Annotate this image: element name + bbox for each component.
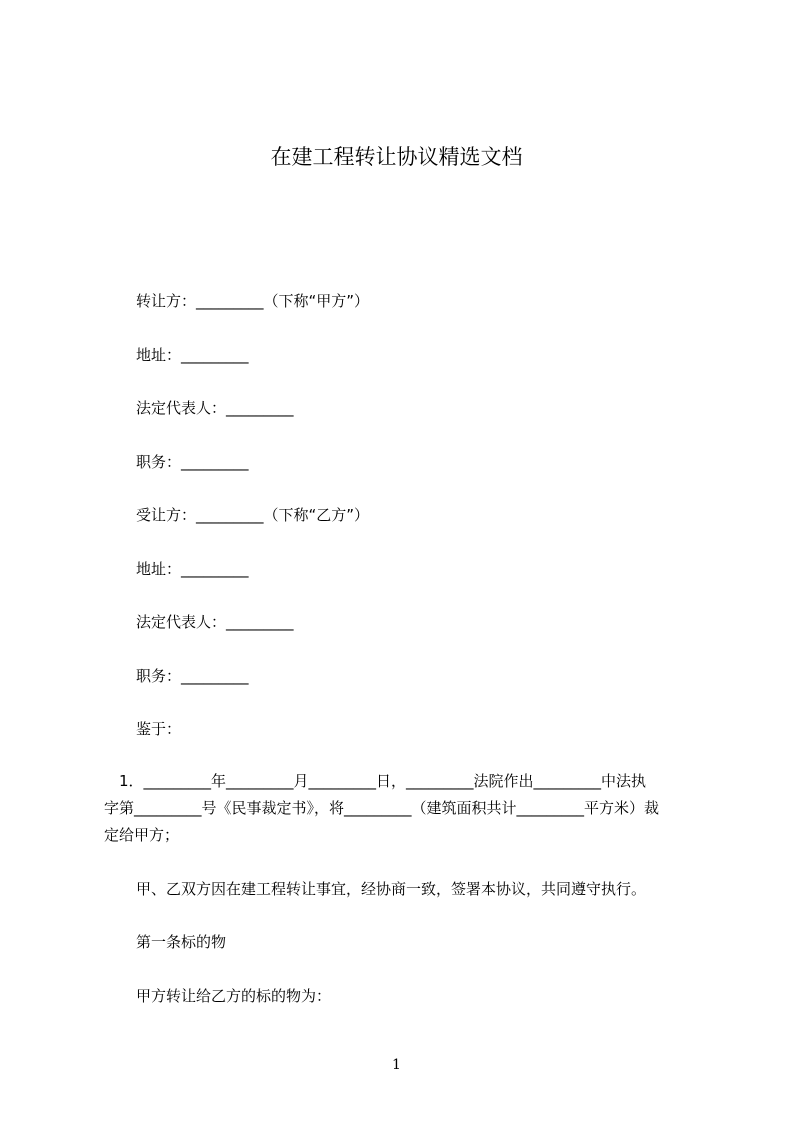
page-number: 1 xyxy=(392,1057,401,1073)
whereas-heading: 鉴于： xyxy=(136,720,182,738)
clause-1-line-2: 字第_________号《民事裁定书》，将_________（建筑面积共计_________平方米）裁 xyxy=(104,799,660,817)
transferor-line: 转让方：_________（下称“甲方”） xyxy=(136,292,370,310)
article-1-heading: 第一条标的物 xyxy=(136,933,227,951)
transferor-legal-rep-line: 法定代表人：_________ xyxy=(136,399,294,417)
transferee-line: 受让方：_________（下称“乙方”） xyxy=(136,506,370,524)
transferee-position-line: 职务：_________ xyxy=(136,667,249,685)
transferee-legal-rep-line: 法定代表人：_________ xyxy=(136,613,294,631)
clause-1-line-1: 1．_________年_________月_________日，_________法院作出_________中法执 xyxy=(104,772,647,790)
transferor-position-line: 职务：_________ xyxy=(136,453,249,471)
agreement-statement: 甲、乙双方因在建工程转让事宜，经协商一致，签署本协议，共同遵守执行。 xyxy=(136,880,647,898)
article-1-text: 甲方转让给乙方的标的物为： xyxy=(136,987,332,1005)
document-title: 在建工程转让协议精选文档 xyxy=(270,145,523,169)
clause-1-line-3: 定给甲方； xyxy=(104,826,180,844)
clause-1-paragraph xyxy=(104,771,700,852)
transferor-address-line: 地址：_________ xyxy=(136,346,249,364)
transferee-address-line: 地址：_________ xyxy=(136,560,249,578)
